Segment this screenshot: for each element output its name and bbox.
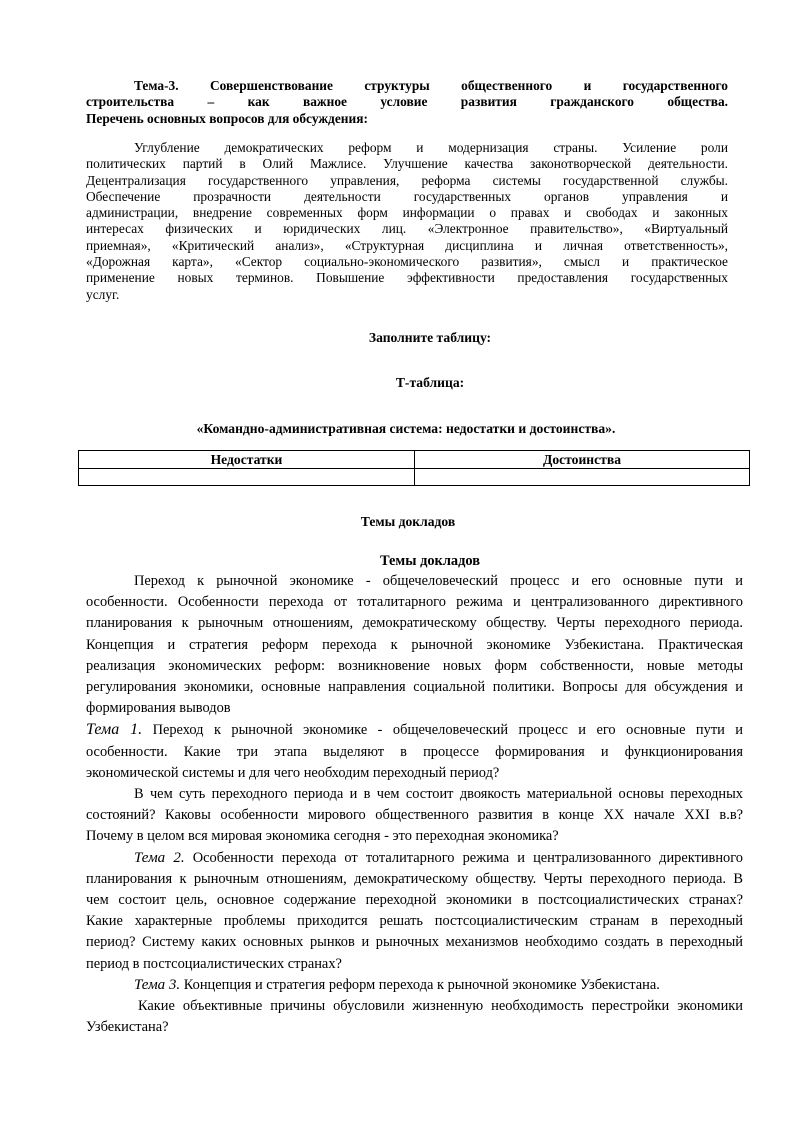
- question3-line: Какие объективные причины обусловили жизненную необходимость перестройки экономики: [138, 998, 743, 1015]
- tema3-label: Тема 3.: [134, 976, 181, 993]
- tema3-block: [86, 975, 743, 1039]
- paragraph-line: услуг.: [86, 286, 120, 302]
- section1-title-line: строительства – как важное условие развития гражданского общества.: [86, 94, 728, 110]
- section1-title: [86, 78, 728, 127]
- question1-block: [86, 784, 743, 848]
- tema1-label: Тема 1.: [86, 721, 143, 739]
- paragraph-line: политических партий в Олий Мажлисе. Улучшение качества законотворческой деятельности.: [86, 156, 728, 172]
- t-table-header-row: [79, 451, 750, 469]
- paragraph-line: Децентрализация государственного управления, реформа системы государственной службы.: [86, 172, 728, 188]
- t-table-header-advantages: Достоинства: [415, 451, 750, 469]
- intro-line: формирования выводов: [86, 700, 231, 717]
- section2-intro: [86, 571, 743, 719]
- question1-line: Почему в целом вся мировая экономика сегодня - это переходная экономика?: [86, 828, 559, 845]
- tema3-line: [86, 975, 743, 996]
- section1-list-heading: Перечень основных вопросов для обсуждения:: [86, 110, 368, 126]
- paragraph-line: Обеспечение прозрачности деятельности государственных органов управления и: [86, 188, 728, 204]
- intro-line: планирования к рыночным отношениям, демократическому обществу. Черты переходного периода.: [86, 615, 743, 632]
- section1-title-line: Тема-3. Совершенствование структуры общественного и государственного: [134, 78, 728, 93]
- tema1-line: экономической системы и для чего необходим переходный период?: [86, 764, 500, 781]
- t-table-header-disadvantages: Недостатки: [79, 451, 415, 469]
- reports-heading: Темы докладов: [380, 553, 480, 569]
- paragraph-line: Углубление демократических реформ и модернизация страны. Усиление роли: [134, 140, 728, 155]
- paragraph-line: приемная», «Критический анализ», «Структурная дисциплина и личная ответственность»,: [86, 237, 728, 253]
- t-table: [78, 450, 750, 486]
- reports-heading: Темы докладов: [360, 514, 456, 529]
- intro-line: особенности. Особенности перехода от тоталитарного режима и централизованного директивного: [86, 594, 743, 611]
- tema2-text: Особенности перехода от тоталитарного режима и централизованного директивного: [192, 849, 743, 866]
- section2-body: [86, 571, 743, 1038]
- tema1-line: особенности. Какие три этапа выделяют в процессе формирования и функционирования: [86, 743, 743, 760]
- paragraph-line: интересах физических и юридических лиц. «Электронное правительство», «Виртуальный: [86, 221, 728, 237]
- tema2-line: чем состоит цель, основное содержание переходной экономики в постсоциалистических странах?: [86, 892, 743, 909]
- tema2-line: планирования к рыночным отношениям, демократическому обществу. Черты переходного периода. В: [86, 870, 743, 887]
- tema2-block: [86, 848, 743, 975]
- t-table-heading: Т-таблица:: [395, 375, 465, 390]
- intro-line: Переход к рыночной экономике - общечеловеческий процесс и его основные пути и: [134, 573, 743, 589]
- tema1-block: [86, 719, 743, 784]
- section1-paragraph: [86, 140, 728, 303]
- paragraph-line: применение новых терминов. Повышение эффективности предоставления государственных: [86, 270, 728, 286]
- tema2-line: период? Систему каких основных рынков и рыночных механизмов необходимо создать в переходный: [86, 934, 743, 951]
- t-table-cell-disadvantages[interactable]: [79, 469, 415, 486]
- tema2-line: [86, 848, 743, 869]
- question1-line: В чем суть переходного периода и в чем состоит двоякость материальной основы переходных: [134, 786, 743, 803]
- question1-line: состояний? Каковы особенности мирового общественного развития в конце XX начале XXI в.в?: [86, 807, 743, 824]
- t-table-cell-advantages[interactable]: [415, 469, 750, 486]
- tema1-line: [86, 719, 743, 741]
- tema2-line: период в постсоциалистических странах?: [86, 955, 342, 972]
- fill-table-heading: Заполните таблицу:: [368, 330, 492, 345]
- tema3-text: Концепция и стратегия реформ перехода к рыночной экономике Узбекистана.: [183, 976, 660, 993]
- tema2-label: Тема 2.: [134, 849, 185, 866]
- t-table-row: [79, 469, 750, 486]
- paragraph-line: администрации, внедрение современных форм информации о правах и свободах и законных: [86, 205, 728, 221]
- tema1-text: Переход к рыночной экономике - общечеловеческий процесс и его основные пути и: [152, 722, 743, 739]
- intro-line: реализация экономических реформ: возникновение новых форм собственности, новые методы: [86, 657, 743, 674]
- t-table-caption: «Командно-административная система: недостатки и достоинства».: [196, 421, 616, 436]
- intro-line: Концепция и стратегия реформ перехода к рыночной экономике Узбекистана. Практическая: [86, 636, 743, 653]
- paragraph-line: «Дорожная карта», «Сектор социально-экономического развития», смысл и практическое: [86, 254, 728, 270]
- tema2-line: Какие характерные проблемы приходится решать постсоциалистическим странам в переходный: [86, 913, 743, 930]
- intro-line: регулирования экономики, основные направления социальной политики. Вопросы для обсуждения и: [86, 679, 743, 696]
- question3-line: Узбекистана?: [86, 1019, 169, 1036]
